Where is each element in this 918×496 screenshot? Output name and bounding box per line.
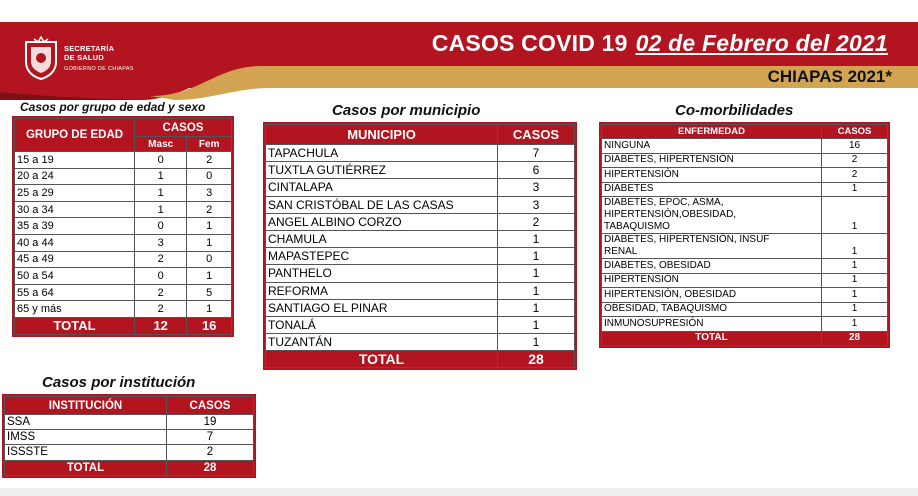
col-casos: CASOS: [135, 119, 232, 137]
municipio-name-cell: SANTIAGO EL PINAR: [266, 299, 498, 316]
enfermedad-cases-cell: 1: [822, 302, 888, 317]
table-row: [602, 182, 888, 197]
municipio-cases-cell: 1: [498, 265, 575, 282]
edad-total-fem: 16: [187, 317, 232, 334]
enfermedad-cell: [602, 139, 822, 154]
table-row: [602, 168, 888, 183]
fem-cell: 0: [187, 168, 232, 185]
table-row: [15, 185, 232, 202]
col-casos: CASOS: [822, 125, 888, 139]
col-grupo-edad: GRUPO DE EDAD: [15, 119, 135, 152]
enfermedad-line: NINGUNA: [604, 139, 651, 151]
col-casos: CASOS: [167, 397, 254, 415]
col-institucion: INSTITUCIÓN: [5, 397, 167, 415]
enfermedad-line: OBESIDAD, TABAQUISMO: [604, 303, 727, 315]
municipio-name-cell: REFORMA: [266, 282, 498, 299]
col-masc: Masc: [135, 137, 187, 152]
age-group-cell: 55 a 64: [15, 284, 135, 301]
masc-cell: 1: [135, 201, 187, 218]
comorbilidades-total-label: TOTAL: [602, 331, 822, 346]
secretaria-logo-text: [64, 44, 134, 74]
institucion-name-cell: ISSSTE: [5, 445, 167, 460]
enfermedad-cases-cell: 1: [822, 288, 888, 303]
table-row: [266, 230, 575, 247]
table-row: [602, 153, 888, 168]
municipio-cases-cell: 1: [498, 316, 575, 333]
municipio-name-cell: TAPACHULA: [266, 145, 498, 162]
enfermedad-line: DIABETES, HIPERTENSIÓN: [604, 154, 734, 166]
enfermedad-line: INMUNOSUPRESIÓN: [604, 317, 704, 329]
masc-cell: 0: [135, 218, 187, 235]
enfermedad-cases-cell: 1: [822, 234, 888, 259]
table-row: [15, 284, 232, 301]
municipio-section-title: Casos por municipio: [332, 102, 481, 119]
enfermedad-cases-cell: 2: [822, 168, 888, 183]
table-row: [266, 334, 575, 351]
masc-cell: 0: [135, 268, 187, 285]
title-text: CASOS COVID 19: [431, 30, 628, 56]
col-enfermedad: ENFERMEDAD: [602, 125, 822, 139]
enfermedad-cases-cell: 16: [822, 139, 888, 154]
logo-line-3: GOBIERNO DE CHIAPAS: [64, 66, 134, 72]
logo-line-2: DE SALUD: [64, 53, 104, 62]
report-date: 02 de Febrero del 2021: [635, 30, 888, 56]
enfermedad-cell: [602, 197, 822, 234]
enfermedad-cases-cell: 1: [822, 182, 888, 197]
logo-line-1: SECRETARÍA: [64, 44, 115, 53]
municipio-total-value: 28: [498, 351, 575, 368]
edad-table: [14, 118, 232, 335]
institucion-cases-cell: 19: [167, 415, 254, 430]
table-row: [5, 415, 254, 430]
table-row: [266, 145, 575, 162]
municipio-name-cell: CHAMULA: [266, 230, 498, 247]
enfermedad-cell: [602, 153, 822, 168]
table-row: [602, 259, 888, 274]
municipio-cases-cell: 1: [498, 282, 575, 299]
table-row: [602, 317, 888, 332]
comorbilidades-section-title: Co-morbilidades: [675, 102, 794, 119]
municipio-cases-cell: 1: [498, 334, 575, 351]
institucion-total-value: 28: [167, 460, 254, 475]
table-row: [602, 273, 888, 288]
coat-of-arms-icon: [22, 36, 60, 80]
table-row: [5, 445, 254, 460]
enfermedad-cell: [602, 302, 822, 317]
enfermedad-line: RENAL: [604, 246, 638, 257]
enfermedad-line: DIABETES, EPOC, ASMA,: [604, 197, 724, 208]
table-row: [15, 201, 232, 218]
table-row: [15, 268, 232, 285]
enfermedad-cell: [602, 168, 822, 183]
municipio-name-cell: PANTHELO: [266, 265, 498, 282]
table-row: [266, 213, 575, 230]
fem-cell: 1: [187, 218, 232, 235]
masc-cell: 2: [135, 251, 187, 268]
institucion-name-cell: IMSS: [5, 430, 167, 445]
bottom-strip: [0, 488, 918, 496]
fem-cell: 2: [187, 152, 232, 169]
table-row: [15, 218, 232, 235]
fem-cell: 5: [187, 284, 232, 301]
masc-cell: 0: [135, 152, 187, 169]
municipio-cases-cell: 3: [498, 179, 575, 196]
table-row: [15, 234, 232, 251]
enfermedad-cell: [602, 259, 822, 274]
enfermedad-cases-cell: 1: [822, 259, 888, 274]
table-row: [602, 139, 888, 154]
enfermedad-line: DIABETES, OBESIDAD: [604, 259, 711, 271]
enfermedad-cases-cell: 2: [822, 153, 888, 168]
enfermedad-line: DIABETES, HIPERTENSIÓN, INSUF: [604, 234, 770, 245]
enfermedad-cell: [602, 273, 822, 288]
municipio-name-cell: MAPASTEPEC: [266, 248, 498, 265]
table-row: [266, 248, 575, 265]
age-group-cell: 30 a 34: [15, 201, 135, 218]
table-row: [602, 288, 888, 303]
table-row: [15, 168, 232, 185]
table-row: [266, 299, 575, 316]
enfermedad-line: HIPERTENSIÓN, OBESIDAD: [604, 288, 737, 300]
enfermedad-cell: [602, 182, 822, 197]
region-label: CHIAPAS 2021*: [767, 67, 892, 86]
enfermedad-cases-cell: 1: [822, 317, 888, 332]
age-group-cell: 25 a 29: [15, 185, 135, 202]
institucion-name-cell: SSA: [5, 415, 167, 430]
table-row: [15, 251, 232, 268]
municipio-cases-cell: 7: [498, 145, 575, 162]
enfermedad-line: HIPERTENSIÓN: [604, 168, 679, 180]
enfermedad-cell: [602, 234, 822, 259]
col-casos: CASOS: [498, 125, 575, 145]
enfermedad-line: HIPERTENSIÓN: [604, 274, 679, 286]
fem-cell: 2: [187, 201, 232, 218]
edad-total-label: TOTAL: [15, 317, 135, 334]
municipio-name-cell: TUXTLA GUTIÉRREZ: [266, 162, 498, 179]
municipio-table: [265, 124, 575, 368]
municipio-cases-cell: 2: [498, 213, 575, 230]
comorbilidades-total-value: 28: [822, 331, 888, 346]
masc-cell: 1: [135, 185, 187, 202]
table-row: [602, 302, 888, 317]
age-group-cell: 35 a 39: [15, 218, 135, 235]
edad-total-masc: 12: [135, 317, 187, 334]
table-row: [266, 265, 575, 282]
municipio-cases-cell: 1: [498, 248, 575, 265]
municipio-name-cell: SAN CRISTÓBAL DE LAS CASAS: [266, 196, 498, 213]
enfermedad-cases-cell: 1: [822, 273, 888, 288]
municipio-total-label: TOTAL: [266, 351, 498, 368]
fem-cell: 0: [187, 251, 232, 268]
col-municipio: MUNICIPIO: [266, 125, 498, 145]
edad-section-title: Casos por grupo de edad y sexo: [20, 100, 206, 114]
age-group-cell: 65 y más: [15, 301, 135, 318]
age-group-cell: 50 a 54: [15, 268, 135, 285]
institucion-section-title: Casos por institución: [42, 374, 196, 391]
municipio-cases-cell: 1: [498, 230, 575, 247]
municipio-name-cell: TONALÁ: [266, 316, 498, 333]
institucion-cases-cell: 7: [167, 430, 254, 445]
age-group-cell: 40 a 44: [15, 234, 135, 251]
table-row: [266, 179, 575, 196]
masc-cell: 1: [135, 168, 187, 185]
fem-cell: 1: [187, 301, 232, 318]
municipio-name-cell: ANGEL ALBINO CORZO: [266, 213, 498, 230]
comorbilidades-table: [601, 124, 888, 346]
enfermedad-line: HIPERTENSIÓN,OBESIDAD,: [604, 209, 737, 220]
masc-cell: 3: [135, 234, 187, 251]
masc-cell: 2: [135, 301, 187, 318]
fem-cell: 3: [187, 185, 232, 202]
enfermedad-line: DIABETES: [604, 183, 654, 195]
table-row: [15, 152, 232, 169]
municipio-name-cell: TUZANTÁN: [266, 334, 498, 351]
institucion-total-label: TOTAL: [5, 460, 167, 475]
page-title: [432, 30, 888, 57]
enfermedad-line: TABAQUISMO: [604, 221, 670, 232]
municipio-name-cell: CINTALAPA: [266, 179, 498, 196]
header-banner: [0, 0, 918, 100]
municipio-cases-cell: 1: [498, 299, 575, 316]
fem-cell: 1: [187, 268, 232, 285]
table-row: [266, 162, 575, 179]
table-row: [602, 234, 888, 259]
table-row: [5, 430, 254, 445]
table-row: [602, 197, 888, 234]
masc-cell: 2: [135, 284, 187, 301]
col-fem: Fem: [187, 137, 232, 152]
institucion-table: [4, 396, 254, 476]
institucion-cases-cell: 2: [167, 445, 254, 460]
table-row: [15, 301, 232, 318]
municipio-cases-cell: 3: [498, 196, 575, 213]
enfermedad-cell: [602, 317, 822, 332]
enfermedad-cell: [602, 288, 822, 303]
table-row: [266, 282, 575, 299]
table-row: [266, 196, 575, 213]
enfermedad-cases-cell: 1: [822, 197, 888, 234]
age-group-cell: 20 a 24: [15, 168, 135, 185]
municipio-cases-cell: 6: [498, 162, 575, 179]
fem-cell: 1: [187, 234, 232, 251]
age-group-cell: 45 a 49: [15, 251, 135, 268]
age-group-cell: 15 a 19: [15, 152, 135, 169]
table-row: [266, 316, 575, 333]
